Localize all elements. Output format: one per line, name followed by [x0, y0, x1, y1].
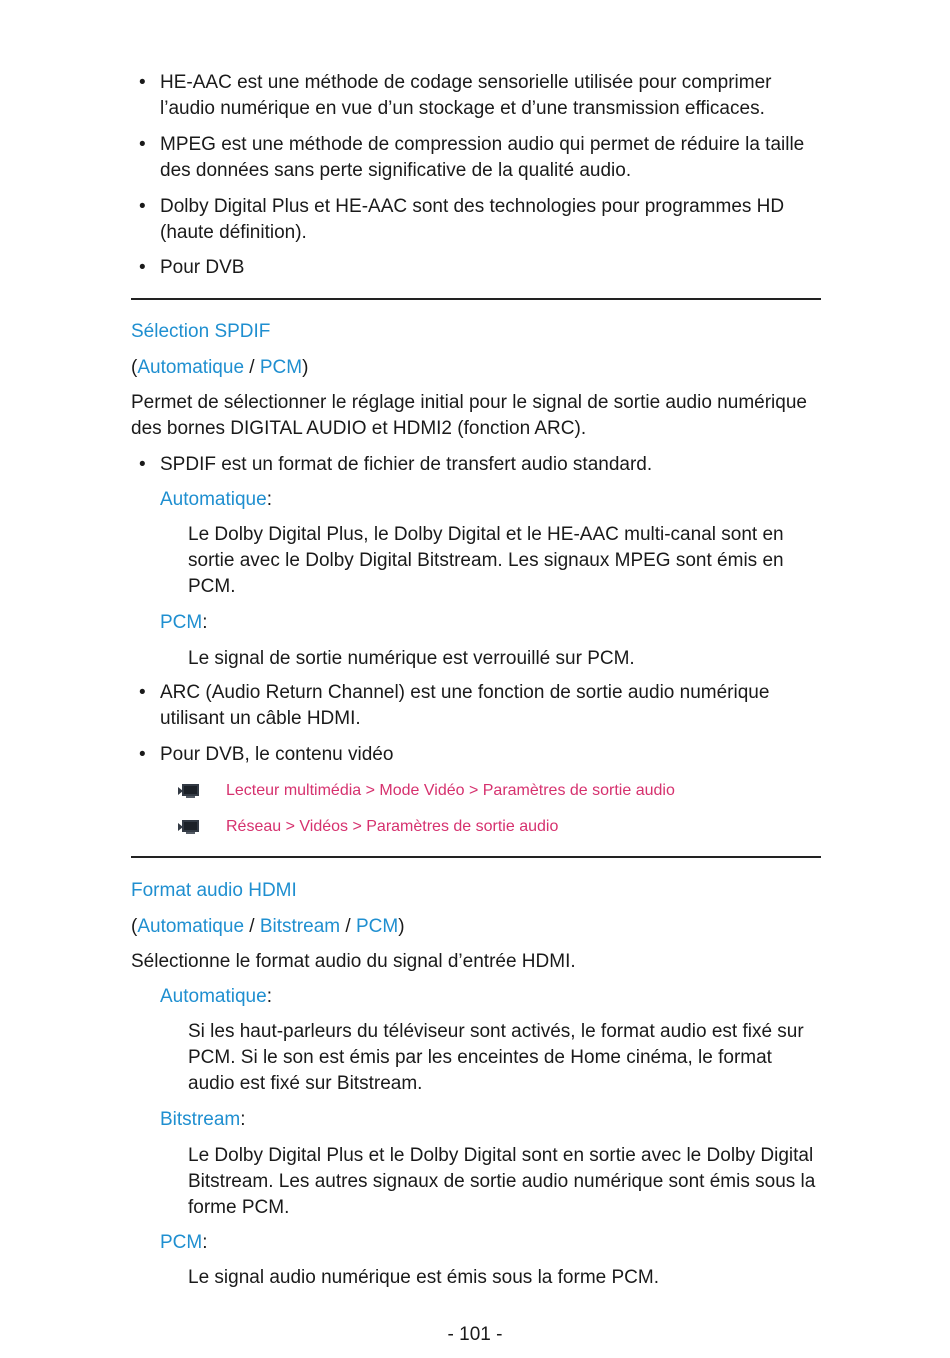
section-divider: [131, 298, 821, 300]
bullet-text: Pour DVB, le contenu vidéo: [160, 744, 394, 765]
bullet-text: Dolby Digital Plus et HE-AAC sont des technologies pour programmes HD (haute définition).: [160, 196, 785, 243]
bullet-glyph: •: [139, 196, 146, 217]
hdmi-auto-label: [160, 984, 272, 1010]
hdmi-bitstream-label: [160, 1107, 246, 1133]
spdif-description: Permet de sélectionner le réglage initial pour le signal de sortie audio numérique des bornes DIGITAL AUDIO et HDMI2 (fonction ARC).: [131, 392, 807, 439]
option-bitstream: Bitstream: [259, 916, 341, 937]
menu-reference-icon: [178, 783, 200, 799]
label-colon: :: [202, 612, 208, 633]
bullet-glyph: •: [139, 257, 146, 278]
bullet-glyph: •: [139, 682, 146, 703]
hdmi-auto-text: Si les haut-parleurs du téléviseur sont activés, le format audio est fixé sur PCM. Si le son est émis par les enceintes de Home cinéma, le format audio est fixé sur Bitstream.: [188, 1021, 804, 1094]
menu-path-text[interactable]: Lecteur multimédia > Mode Vidéo > Paramètres de sortie audio: [226, 782, 675, 799]
bullet-glyph: •: [139, 72, 146, 93]
spdif-pcm-label: [160, 610, 208, 636]
spdif-pcm-text: Le signal de sortie numérique est verrouillé sur PCM.: [188, 648, 635, 669]
option-label: Bitstream: [160, 1109, 241, 1130]
hdmi-description: Sélectionne le format audio du signal d’entrée HDMI.: [131, 951, 576, 972]
section-title-spdif: Sélection SPDIF: [131, 321, 271, 342]
options-open-paren: (: [131, 916, 138, 937]
bullet-text: Pour DVB: [160, 257, 245, 278]
label-colon: :: [266, 986, 272, 1007]
option-pcm: PCM: [259, 357, 303, 378]
hdmi-pcm-text: Le signal audio numérique est émis sous la forme PCM.: [188, 1267, 660, 1288]
section-divider: [131, 856, 821, 858]
options-close-paren: ): [302, 357, 309, 378]
menu-path-text[interactable]: Réseau > Vidéos > Paramètres de sortie audio: [226, 818, 559, 835]
bullet-text: MPEG est une méthode de compression audio qui permet de réduire la taille des données sans perte significative de la qualité audio.: [160, 134, 805, 181]
options-close-paren: ): [398, 916, 405, 937]
option-automatique: Automatique: [137, 357, 245, 378]
options-separator: /: [340, 916, 356, 937]
label-colon: :: [266, 489, 272, 510]
hdmi-options: [131, 914, 405, 940]
spdif-auto-text: Le Dolby Digital Plus, le Dolby Digital et le HE-AAC multi-canal sont en sortie avec le Dolby Digital Bitstream. Les signaux MPEG sont émis en PCM.: [188, 524, 784, 597]
label-colon: :: [240, 1109, 246, 1130]
bullet-text: SPDIF est un format de fichier de transfert audio standard.: [160, 454, 653, 475]
menu-reference-icon: [178, 819, 200, 835]
section-title-hdmi: Format audio HDMI: [131, 880, 297, 901]
option-label: Automatique: [160, 489, 267, 510]
hdmi-pcm-label: [160, 1230, 208, 1256]
hdmi-bitstream-text: Le Dolby Digital Plus et le Dolby Digital sont en sortie avec le Dolby Digital Bitstream. Les autres signaux de sortie audio numérique sont émis sous la forme PCM.: [188, 1145, 816, 1218]
page-number: - 101 -: [447, 1324, 503, 1345]
bullet-text: ARC (Audio Return Channel) est une fonction de sortie audio numérique utilisant un câble HDMI.: [160, 682, 770, 729]
spdif-options: [131, 355, 308, 381]
option-label: Automatique: [160, 986, 267, 1007]
bullet-glyph: •: [139, 134, 146, 155]
option-label: PCM: [160, 1232, 203, 1253]
bullet-glyph: •: [139, 744, 146, 765]
options-separator: /: [244, 916, 260, 937]
bullet-glyph: •: [139, 454, 146, 475]
label-colon: :: [202, 1232, 208, 1253]
option-pcm: PCM: [355, 916, 399, 937]
bullet-text: HE-AAC est une méthode de codage sensorielle utilisée pour comprimer l’audio numérique en vue d’un stockage et d’une transmission efficaces.: [160, 72, 772, 119]
option-automatique: Automatique: [137, 916, 245, 937]
spdif-auto-label: [160, 487, 272, 513]
options-open-paren: (: [131, 357, 138, 378]
option-label: PCM: [160, 612, 203, 633]
options-separator: /: [244, 357, 260, 378]
